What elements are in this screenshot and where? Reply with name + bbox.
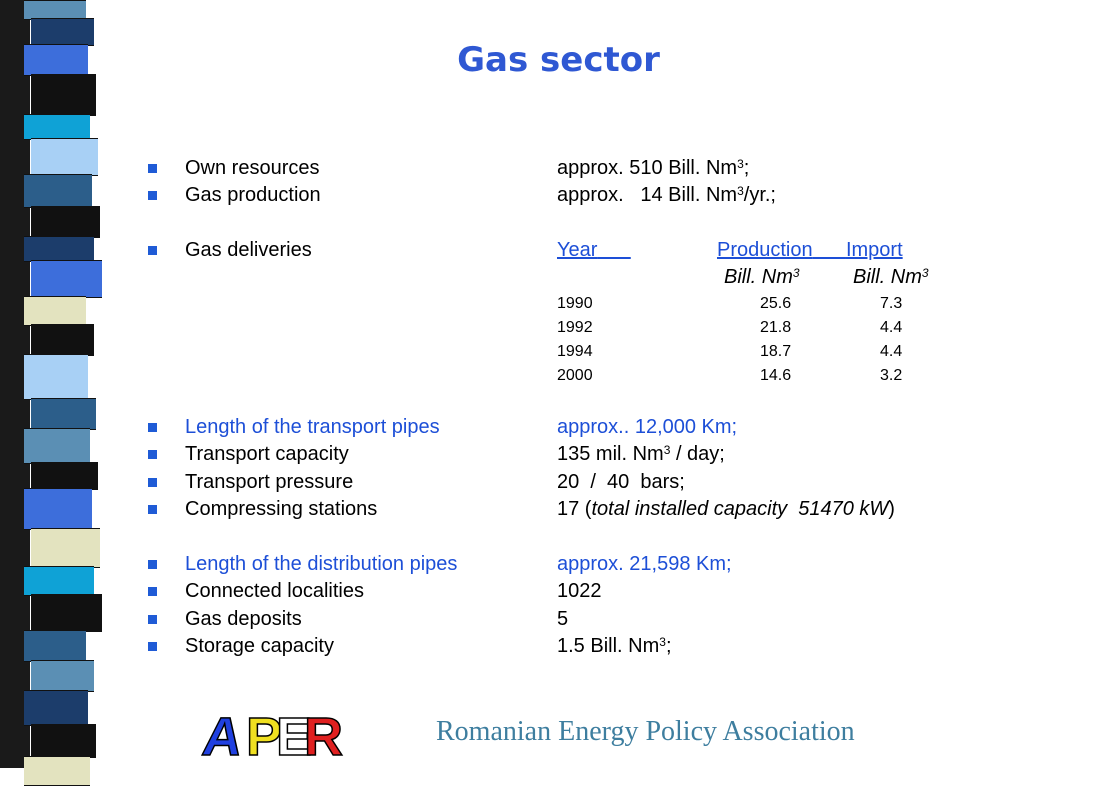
bullet-icon xyxy=(148,450,157,459)
bullet-icon xyxy=(148,615,157,624)
bullet-icon xyxy=(148,478,157,487)
strip-block xyxy=(31,324,94,356)
strip-block xyxy=(24,488,92,530)
svg-text:P: P xyxy=(246,707,283,767)
bullet-icon xyxy=(148,191,157,200)
strip-block xyxy=(31,462,98,490)
bullet-icon xyxy=(148,642,157,651)
strip-block xyxy=(24,114,90,140)
strip-block xyxy=(31,260,102,298)
strip-block xyxy=(24,690,88,726)
svg-text:E: E xyxy=(276,707,313,767)
bullet-icon xyxy=(148,246,157,255)
bullet-icon xyxy=(148,423,157,432)
strip-block xyxy=(24,174,92,208)
strip-block xyxy=(24,354,88,400)
footer-organization: Romanian Energy Policy Association xyxy=(436,716,855,747)
unit-import: Bill. Nm$^3$ xyxy=(853,266,929,288)
svg-text:A: A xyxy=(199,707,247,767)
strip-block xyxy=(24,296,86,326)
bullet-icon xyxy=(148,164,157,173)
unit-production: Bill. Nm$^3$ xyxy=(724,266,800,288)
page-title: Gas sector xyxy=(457,40,660,80)
strip-block xyxy=(24,566,94,596)
strip-block xyxy=(31,206,100,238)
bullet-icon xyxy=(148,505,157,514)
strip-block xyxy=(24,756,90,786)
strip-block xyxy=(31,660,94,692)
strip-block xyxy=(24,428,90,464)
strip-block xyxy=(24,236,94,262)
bullet-icon xyxy=(148,560,157,569)
decorative-side-strip xyxy=(0,0,118,768)
aper-logo xyxy=(199,703,343,767)
svg-text:R: R xyxy=(304,707,343,767)
strip-block xyxy=(24,0,86,20)
strip-block xyxy=(31,138,98,176)
strip-block xyxy=(31,528,100,568)
deliveries-header-production: Production Import xyxy=(717,239,903,261)
strip-block xyxy=(24,630,86,662)
strip-block xyxy=(31,74,96,116)
strip-block xyxy=(31,398,96,430)
deliveries-header-year: Year xyxy=(557,239,598,261)
strip-block xyxy=(31,724,96,758)
bullet-icon xyxy=(148,587,157,596)
strip-block xyxy=(31,594,102,632)
